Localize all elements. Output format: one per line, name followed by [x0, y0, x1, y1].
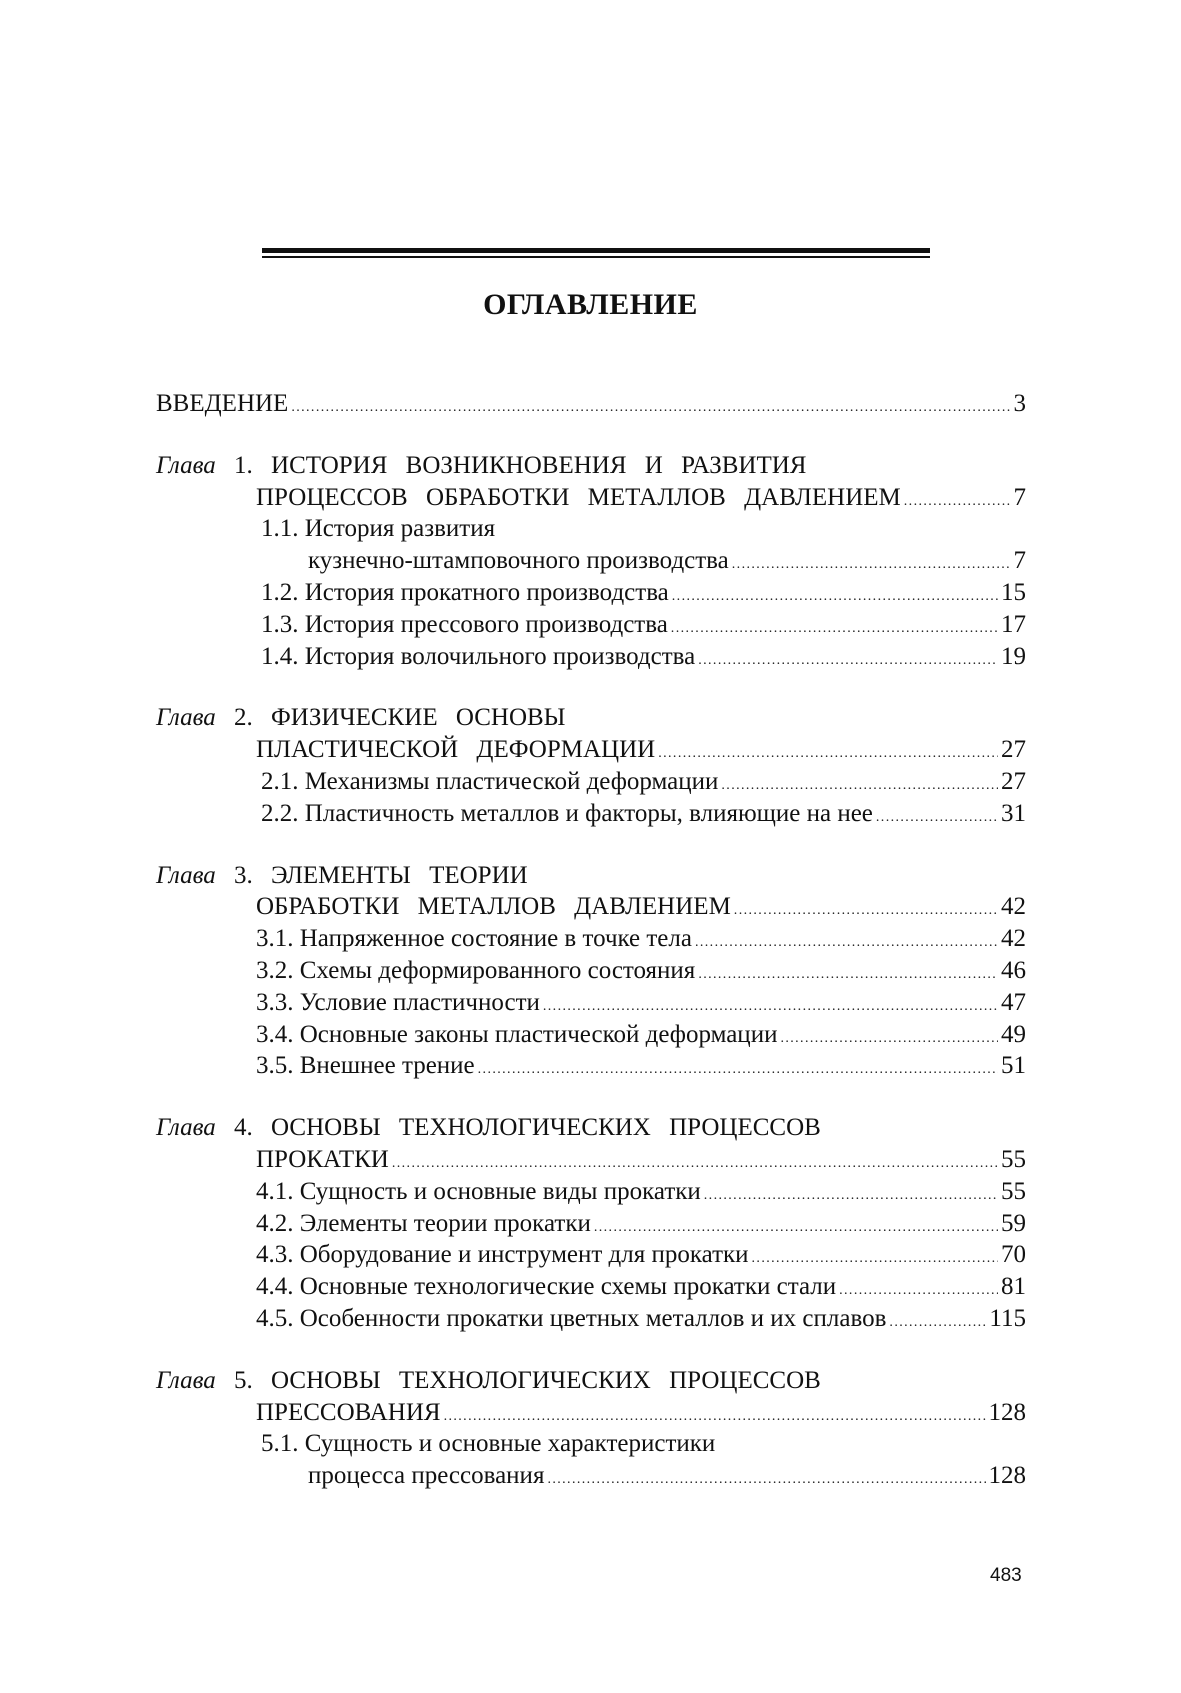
chapter-title-line1: ФИЗИЧЕСКИЕ ОСНОВЫ [271, 704, 566, 732]
toc-page-number: 51 [1001, 1052, 1026, 1080]
section-label: 3.3. Условие пластичности [256, 988, 540, 1016]
chapter-title-line1: ОСНОВЫ ТЕХНОЛОГИЧЕСКИХ ПРОЦЕССОВ [271, 1114, 821, 1142]
chapter-prefix: Глава [156, 861, 216, 889]
chapter-prefix: Глава [156, 704, 216, 732]
section-label: 1.1. История развития [261, 515, 496, 543]
section-label: 3.2. Схемы деформированного состояния [256, 956, 696, 984]
section-label: 4.2. Элементы теории прокатки [256, 1209, 591, 1237]
chapter-5-heading[interactable] [156, 1365, 1026, 1397]
page-title: ОГЛАВЛЕНИЕ [483, 288, 698, 321]
section-1-4[interactable] [156, 641, 1026, 673]
section-label: 2.1. Механизмы пластической деформации [261, 767, 719, 795]
chapter-prefix: Глава [156, 451, 216, 479]
section-4-3[interactable] [156, 1239, 1026, 1271]
chapter-number: 1. [234, 451, 253, 479]
toc-entry-label: ВВЕДЕНИЕ [156, 390, 289, 417]
section-3-5[interactable] [156, 1050, 1026, 1082]
toc-page-number: 55 [1001, 1145, 1026, 1173]
chapter-prefix: Глава [156, 1114, 216, 1142]
chapter-4-heading[interactable] [156, 1112, 1026, 1144]
toc-page-number: 128 [988, 1462, 1026, 1490]
toc-page-number: 15 [1001, 578, 1026, 606]
section-label: 3.5. Внешнее трение [256, 1052, 475, 1080]
chapter-5-title-line2[interactable] [156, 1397, 1026, 1429]
dot-leader [876, 802, 998, 834]
toc-page-number: 128 [988, 1398, 1026, 1426]
section-5-1-line1[interactable] [156, 1428, 1026, 1460]
section-4-2[interactable] [156, 1208, 1026, 1240]
toc-page-number: 27 [1001, 736, 1026, 764]
toc-page-number: 7 [1013, 483, 1026, 511]
section-label: 4.1. Сущность и основные виды прокатки [256, 1177, 701, 1205]
dot-leader [780, 1023, 998, 1055]
chapter-1-title-line2[interactable] [156, 482, 1026, 514]
top-rule-thin [262, 256, 930, 258]
chapter-number: 2. [234, 704, 253, 732]
dot-leader [889, 1307, 986, 1339]
toc-page-number: 42 [1001, 893, 1026, 921]
section-1-3[interactable] [156, 609, 1026, 641]
section-3-2[interactable] [156, 955, 1026, 987]
section-3-4[interactable] [156, 1019, 1026, 1051]
chapter-title-line1: ИСТОРИЯ ВОЗНИКНОВЕНИЯ И РАЗВИТИЯ [271, 451, 807, 479]
chapter-number: 3. [234, 861, 253, 889]
chapter-title-line2: ПЛАСТИЧЕСКОЙ ДЕФОРМАЦИИ [256, 736, 656, 764]
dot-leader [734, 895, 998, 927]
dot-leader [671, 613, 998, 645]
toc-page-number: 59 [1001, 1209, 1026, 1237]
section-label: 3.1. Напряженное состояние в точке тела [256, 925, 692, 953]
section-1-2[interactable] [156, 577, 1026, 609]
dot-leader [291, 392, 1010, 424]
chapter-title-line2: ПРЕССОВАНИЯ [256, 1398, 441, 1426]
section-label: 1.4. История волочильного производства [261, 642, 696, 670]
section-label: 4.4. Основные технологические схемы прокатки стали [256, 1273, 837, 1301]
dot-leader [904, 486, 1011, 518]
chapter-1-heading[interactable] [156, 450, 1026, 482]
section-3-3[interactable] [156, 987, 1026, 1019]
toc-page-number: 55 [1001, 1177, 1026, 1205]
toc-page-number: 81 [1001, 1273, 1026, 1301]
toc-page-number: 31 [1001, 799, 1026, 827]
dot-leader [478, 1054, 998, 1086]
chapter-title-line1: ЭЛЕМЕНТЫ ТЕОРИИ [271, 861, 528, 889]
dot-leader [732, 549, 1011, 581]
toc-page-number: 17 [1001, 610, 1026, 638]
section-4-1[interactable] [156, 1176, 1026, 1208]
page-number: 483 [990, 1565, 1022, 1586]
chapter-number: 5. [234, 1366, 253, 1394]
toc-page-number: 47 [1001, 988, 1026, 1016]
chapter-title-line1: ОСНОВЫ ТЕХНОЛОГИЧЕСКИХ ПРОЦЕССОВ [271, 1366, 821, 1394]
toc-page-number: 115 [989, 1304, 1026, 1332]
section-4-5[interactable] [156, 1303, 1026, 1335]
dot-leader [672, 581, 998, 613]
toc-page-number: 27 [1001, 767, 1026, 795]
toc-page-number: 46 [1001, 956, 1026, 984]
chapter-3-title-line2[interactable] [156, 891, 1026, 923]
section-label: 3.4. Основные законы пластической деформации [256, 1020, 778, 1048]
chapter-2-title-line2[interactable] [156, 734, 1026, 766]
dot-leader [698, 645, 998, 677]
toc-page-number: 49 [1001, 1020, 1026, 1048]
table-of-contents [156, 388, 1026, 1492]
chapter-title-line2: ПРОКАТКИ [256, 1145, 389, 1173]
section-2-1[interactable] [156, 766, 1026, 798]
toc-page-number: 42 [1001, 925, 1026, 953]
section-3-1[interactable] [156, 923, 1026, 955]
section-label: 5.1. Сущность и основные характеристики [261, 1430, 716, 1458]
section-label-continued: кузнечно-штамповочного производства [308, 547, 729, 575]
toc-page-number: 70 [1001, 1241, 1026, 1269]
toc-page-number: 7 [1013, 547, 1026, 575]
section-4-4[interactable] [156, 1271, 1026, 1303]
chapter-3-heading[interactable] [156, 860, 1026, 892]
toc-page-number: 19 [1001, 642, 1026, 670]
dot-leader [704, 1180, 998, 1212]
chapter-prefix: Глава [156, 1366, 216, 1394]
chapter-title-line2: ПРОЦЕССОВ ОБРАБОТКИ МЕТАЛЛОВ ДАВЛЕНИЕМ [256, 483, 901, 511]
section-1-1-line1[interactable] [156, 513, 1026, 545]
section-1-1-line2[interactable] [156, 545, 1026, 577]
toc-page-number: 3 [1013, 390, 1026, 417]
dot-leader [698, 959, 998, 991]
chapter-2-heading[interactable] [156, 702, 1026, 734]
dot-leader [547, 1464, 985, 1496]
section-label: 1.2. История прокатного производства [261, 578, 669, 606]
toc-entry-intro[interactable] [156, 388, 1026, 420]
section-label: 4.3. Оборудование и инструмент для прокатки [256, 1241, 749, 1269]
section-label: 4.5. Особенности прокатки цветных металлов и их сплавов [256, 1304, 887, 1332]
section-label-continued: процесса прессования [308, 1462, 545, 1490]
chapter-title-line2: ОБРАБОТКИ МЕТАЛЛОВ ДАВЛЕНИЕМ [256, 893, 731, 921]
section-2-2[interactable] [156, 798, 1026, 830]
section-5-1-line2[interactable] [156, 1460, 1026, 1492]
section-label: 2.2. Пластичность металлов и факторы, влияющие на нее [261, 799, 873, 827]
section-label: 1.3. История прессового производства [261, 610, 668, 638]
chapter-number: 4. [234, 1114, 253, 1142]
dot-leader [695, 927, 998, 959]
chapter-4-title-line2[interactable] [156, 1144, 1026, 1176]
top-rule-thick [262, 248, 930, 253]
